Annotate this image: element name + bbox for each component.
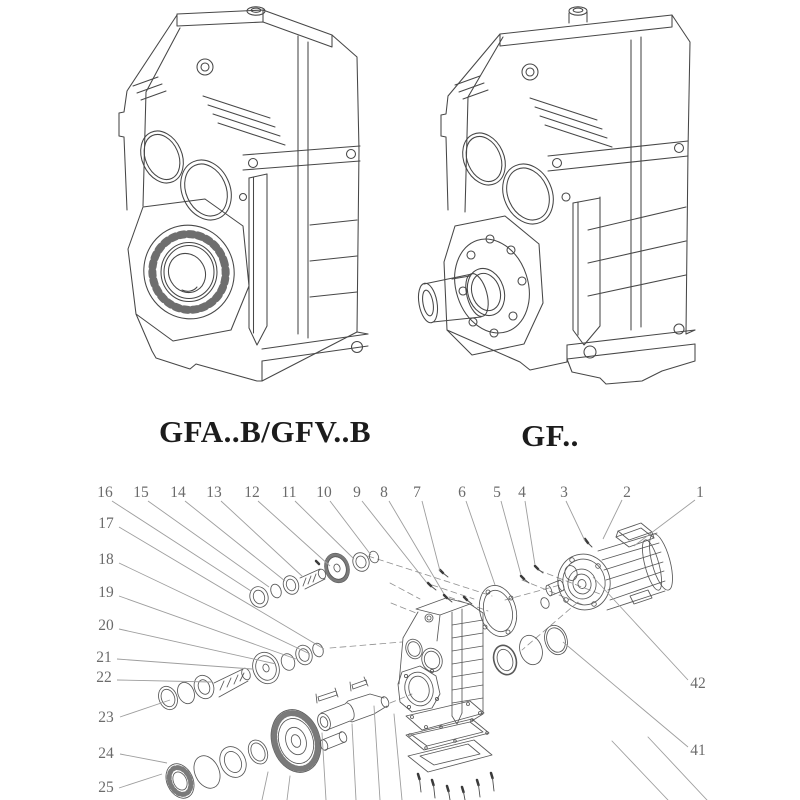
cutoff-leader-stubs (262, 706, 707, 800)
callout-number-8: 8 (380, 484, 388, 501)
callout-number-23: 23 (98, 709, 114, 726)
callout-leader-21 (117, 659, 252, 669)
callout-number-18: 18 (98, 551, 114, 568)
callout-number-5: 5 (493, 484, 501, 501)
gearbox-right-drawing (416, 7, 695, 384)
output-shaft-parts (161, 677, 391, 800)
gasket-and-pan (406, 719, 494, 800)
model-label-gf: GF.. (521, 418, 579, 453)
callout-leader-41 (563, 642, 688, 747)
callout-number-22: 22 (96, 669, 112, 686)
callout-number-13: 13 (206, 484, 222, 501)
callout-number-1: 1 (696, 484, 704, 501)
callout-number-14: 14 (170, 484, 186, 501)
callout-leader-13 (221, 501, 303, 577)
callout-number-11: 11 (281, 484, 297, 501)
callout-leader-1 (634, 500, 695, 546)
callout-leader-24 (120, 754, 167, 763)
callout-number-9: 9 (353, 484, 361, 501)
callout-leader-16 (112, 501, 251, 591)
callout-leader-6 (466, 501, 495, 585)
callout-number-6: 6 (458, 484, 466, 501)
intermediate-shaft-parts (155, 642, 325, 713)
callout-leader-11 (295, 501, 354, 559)
pan-bolts (418, 773, 494, 800)
callout-number-3: 3 (560, 484, 568, 501)
callout-number-24: 24 (98, 745, 114, 762)
gear-housing (398, 598, 484, 730)
callout-leader-23 (120, 700, 170, 717)
callout-leader-4 (525, 501, 535, 565)
callout-leader-20 (119, 629, 276, 664)
callout-leader-25 (119, 774, 162, 788)
model-label-gfab-gfvb: GFA..B/GFV..B (158, 414, 372, 449)
callout-number-42: 42 (690, 675, 706, 692)
callout-number-4: 4 (518, 484, 526, 501)
callout-number-16: 16 (97, 484, 113, 501)
callout-leader-18 (119, 563, 310, 654)
callout-leader-17 (119, 527, 324, 649)
callout-leader-10 (330, 501, 371, 555)
callout-number-2: 2 (623, 484, 631, 501)
adapter-flange-parts (428, 539, 592, 641)
callout-number-12: 12 (244, 484, 260, 501)
callout-number-41: 41 (690, 742, 706, 759)
seal-rings (490, 622, 571, 677)
input-shaft-parts (247, 550, 380, 610)
callout-leader-14 (185, 501, 285, 581)
callout-layer (96, 484, 706, 796)
callout-number-20: 20 (98, 617, 114, 634)
callout-leader-8 (389, 501, 444, 594)
callout-leader-2 (603, 500, 622, 539)
callout-number-17: 17 (98, 515, 114, 532)
callout-leader-15 (148, 501, 269, 587)
callout-number-19: 19 (98, 584, 114, 601)
callout-leader-5 (501, 501, 521, 575)
gearbox-left-drawing (119, 7, 368, 381)
callout-leader-22 (117, 680, 212, 682)
callout-leader-12 (258, 501, 330, 566)
motor-drawing (552, 523, 678, 616)
callout-number-7: 7 (413, 484, 421, 501)
callout-leader-3 (566, 501, 585, 541)
callout-number-10: 10 (316, 484, 332, 501)
callout-number-15: 15 (133, 484, 149, 501)
callout-leader-9 (362, 501, 427, 583)
callout-number-21: 21 (96, 649, 112, 666)
callout-number-25: 25 (98, 779, 114, 796)
